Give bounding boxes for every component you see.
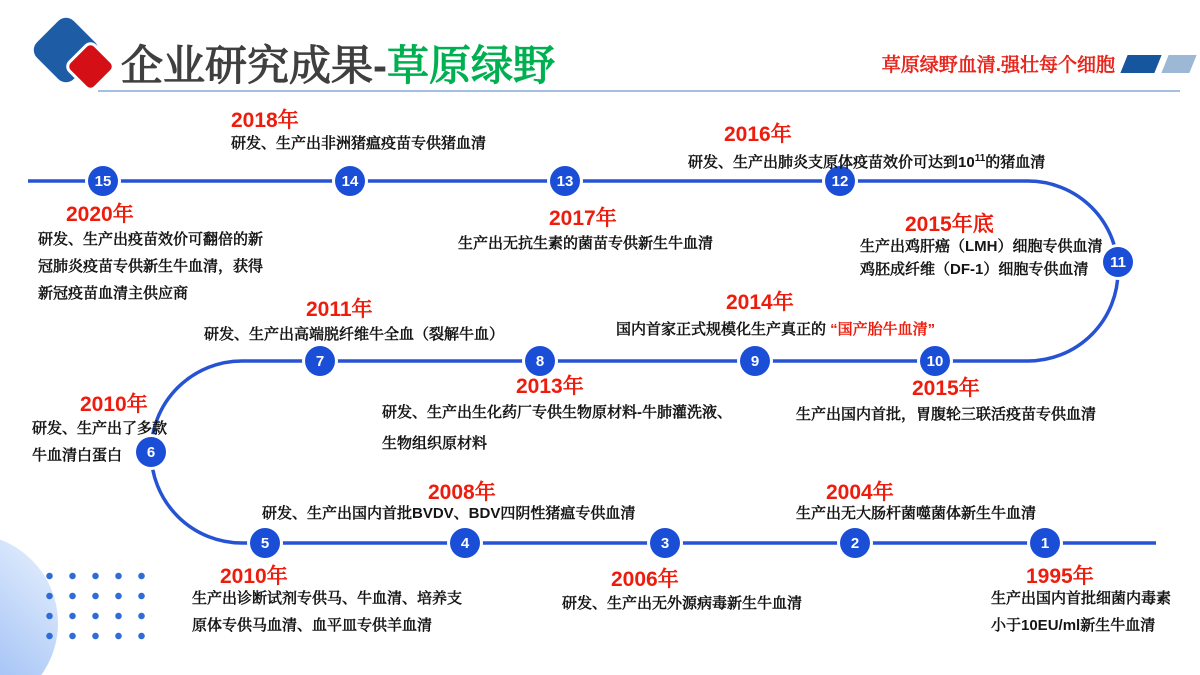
- milestone-10-desc: 生产出国内首批，胃腹轮三联活疫苗专供血清: [796, 406, 1097, 423]
- timeline-node-2: 2: [840, 528, 870, 558]
- milestone-3-year: 2006年: [611, 568, 679, 591]
- milestone-15-year: 2020年: [66, 203, 134, 226]
- milestone-6-year: 2010年: [80, 393, 148, 416]
- milestone-9-desc: 国内首家正式规模化生产真正的 “国产胎牛血清”: [616, 321, 936, 338]
- timeline-node-13: 13: [550, 166, 580, 196]
- milestone-4-desc: 研发、生产出国内首批BVDV、BDV四阴性猪瘟专供血清: [262, 505, 636, 522]
- milestone-3-desc: 研发、生产出无外源病毒新生牛血清: [562, 595, 803, 612]
- milestone-1-desc: 生产出国内首批细菌内毒素 小于10EU/ml新生牛血清: [991, 590, 1172, 634]
- milestone-5-desc: 生产出诊断试剂专供马、牛血清、培养支 原体专供马血清、血平皿专供羊血清: [192, 590, 463, 634]
- milestone-8-desc: 研发、生产出生化药厂专供生物原材料-牛肺灌洗液、 生物组织原材料: [382, 404, 732, 452]
- milestone-13-desc: 生产出无抗生素的菌苗专供新生牛血清: [458, 235, 714, 252]
- milestone-4-year: 2008年: [428, 481, 496, 504]
- timeline-node-6: 6: [136, 437, 166, 467]
- timeline-node-9: 9: [740, 346, 770, 376]
- milestone-12-year: 2016年: [724, 123, 792, 146]
- milestone-11-desc: 生产出鸡肝癌（LMH）细胞专供血清 鸡胚成纤维（DF-1）细胞专供血清: [860, 238, 1103, 278]
- timeline-node-12: 12: [825, 166, 855, 196]
- timeline-node-11: 11: [1103, 247, 1133, 277]
- milestone-14-year: 2018年: [231, 109, 299, 132]
- highlight-text: “国产胎牛血清”: [830, 321, 936, 338]
- timeline-node-14: 14: [335, 166, 365, 196]
- milestone-1-year: 1995年: [1026, 565, 1094, 588]
- timeline-node-5: 5: [250, 528, 280, 558]
- milestone-14-desc: 研发、生产出非洲猪瘟疫苗专供猪血清: [231, 135, 487, 152]
- timeline-node-8: 8: [525, 346, 555, 376]
- milestone-8-year: 2013年: [516, 375, 584, 398]
- milestone-15-desc: 研发、生产出疫苗效价可翻倍的新 冠肺炎疫苗专供新生牛血清，获得 新冠疫苗血清主供应商: [38, 231, 264, 302]
- milestone-7-desc: 研发、生产出高端脱纤维牛全血（裂解牛血）: [204, 326, 505, 343]
- milestone-6-desc: 研发、生产出了多款 牛血清白蛋白: [32, 420, 168, 464]
- milestone-11-year: 2015年底: [905, 213, 994, 236]
- milestone-9-year: 2014年: [726, 291, 794, 314]
- milestone-5-year: 2010年: [220, 565, 288, 588]
- timeline-node-10: 10: [920, 346, 950, 376]
- page-title-accent: 草原绿野: [387, 42, 556, 89]
- decor-dot-grid: [38, 566, 152, 646]
- timeline-node-4: 4: [450, 528, 480, 558]
- milestone-10-year: 2015年: [912, 377, 980, 400]
- timeline-node-15: 15: [88, 166, 118, 196]
- slogan-text: 草原绿野血清.强壮每个细胞: [881, 55, 1115, 76]
- milestone-13-year: 2017年: [549, 207, 617, 230]
- timeline-node-7: 7: [305, 346, 335, 376]
- page-title-main: 企业研究成果-: [121, 42, 387, 89]
- milestone-12-desc: 研发、生产出肺炎支原体疫苗效价可达到$10^{11}$的猪血清: [688, 153, 1046, 171]
- timeline-node-1: 1: [1030, 528, 1060, 558]
- milestone-7-year: 2011年: [306, 298, 373, 321]
- timeline-node-3: 3: [650, 528, 680, 558]
- milestone-2-year: 2004年: [826, 481, 894, 504]
- milestone-2-desc: 生产出无大肠杆菌噬菌体新生牛血清: [796, 505, 1037, 522]
